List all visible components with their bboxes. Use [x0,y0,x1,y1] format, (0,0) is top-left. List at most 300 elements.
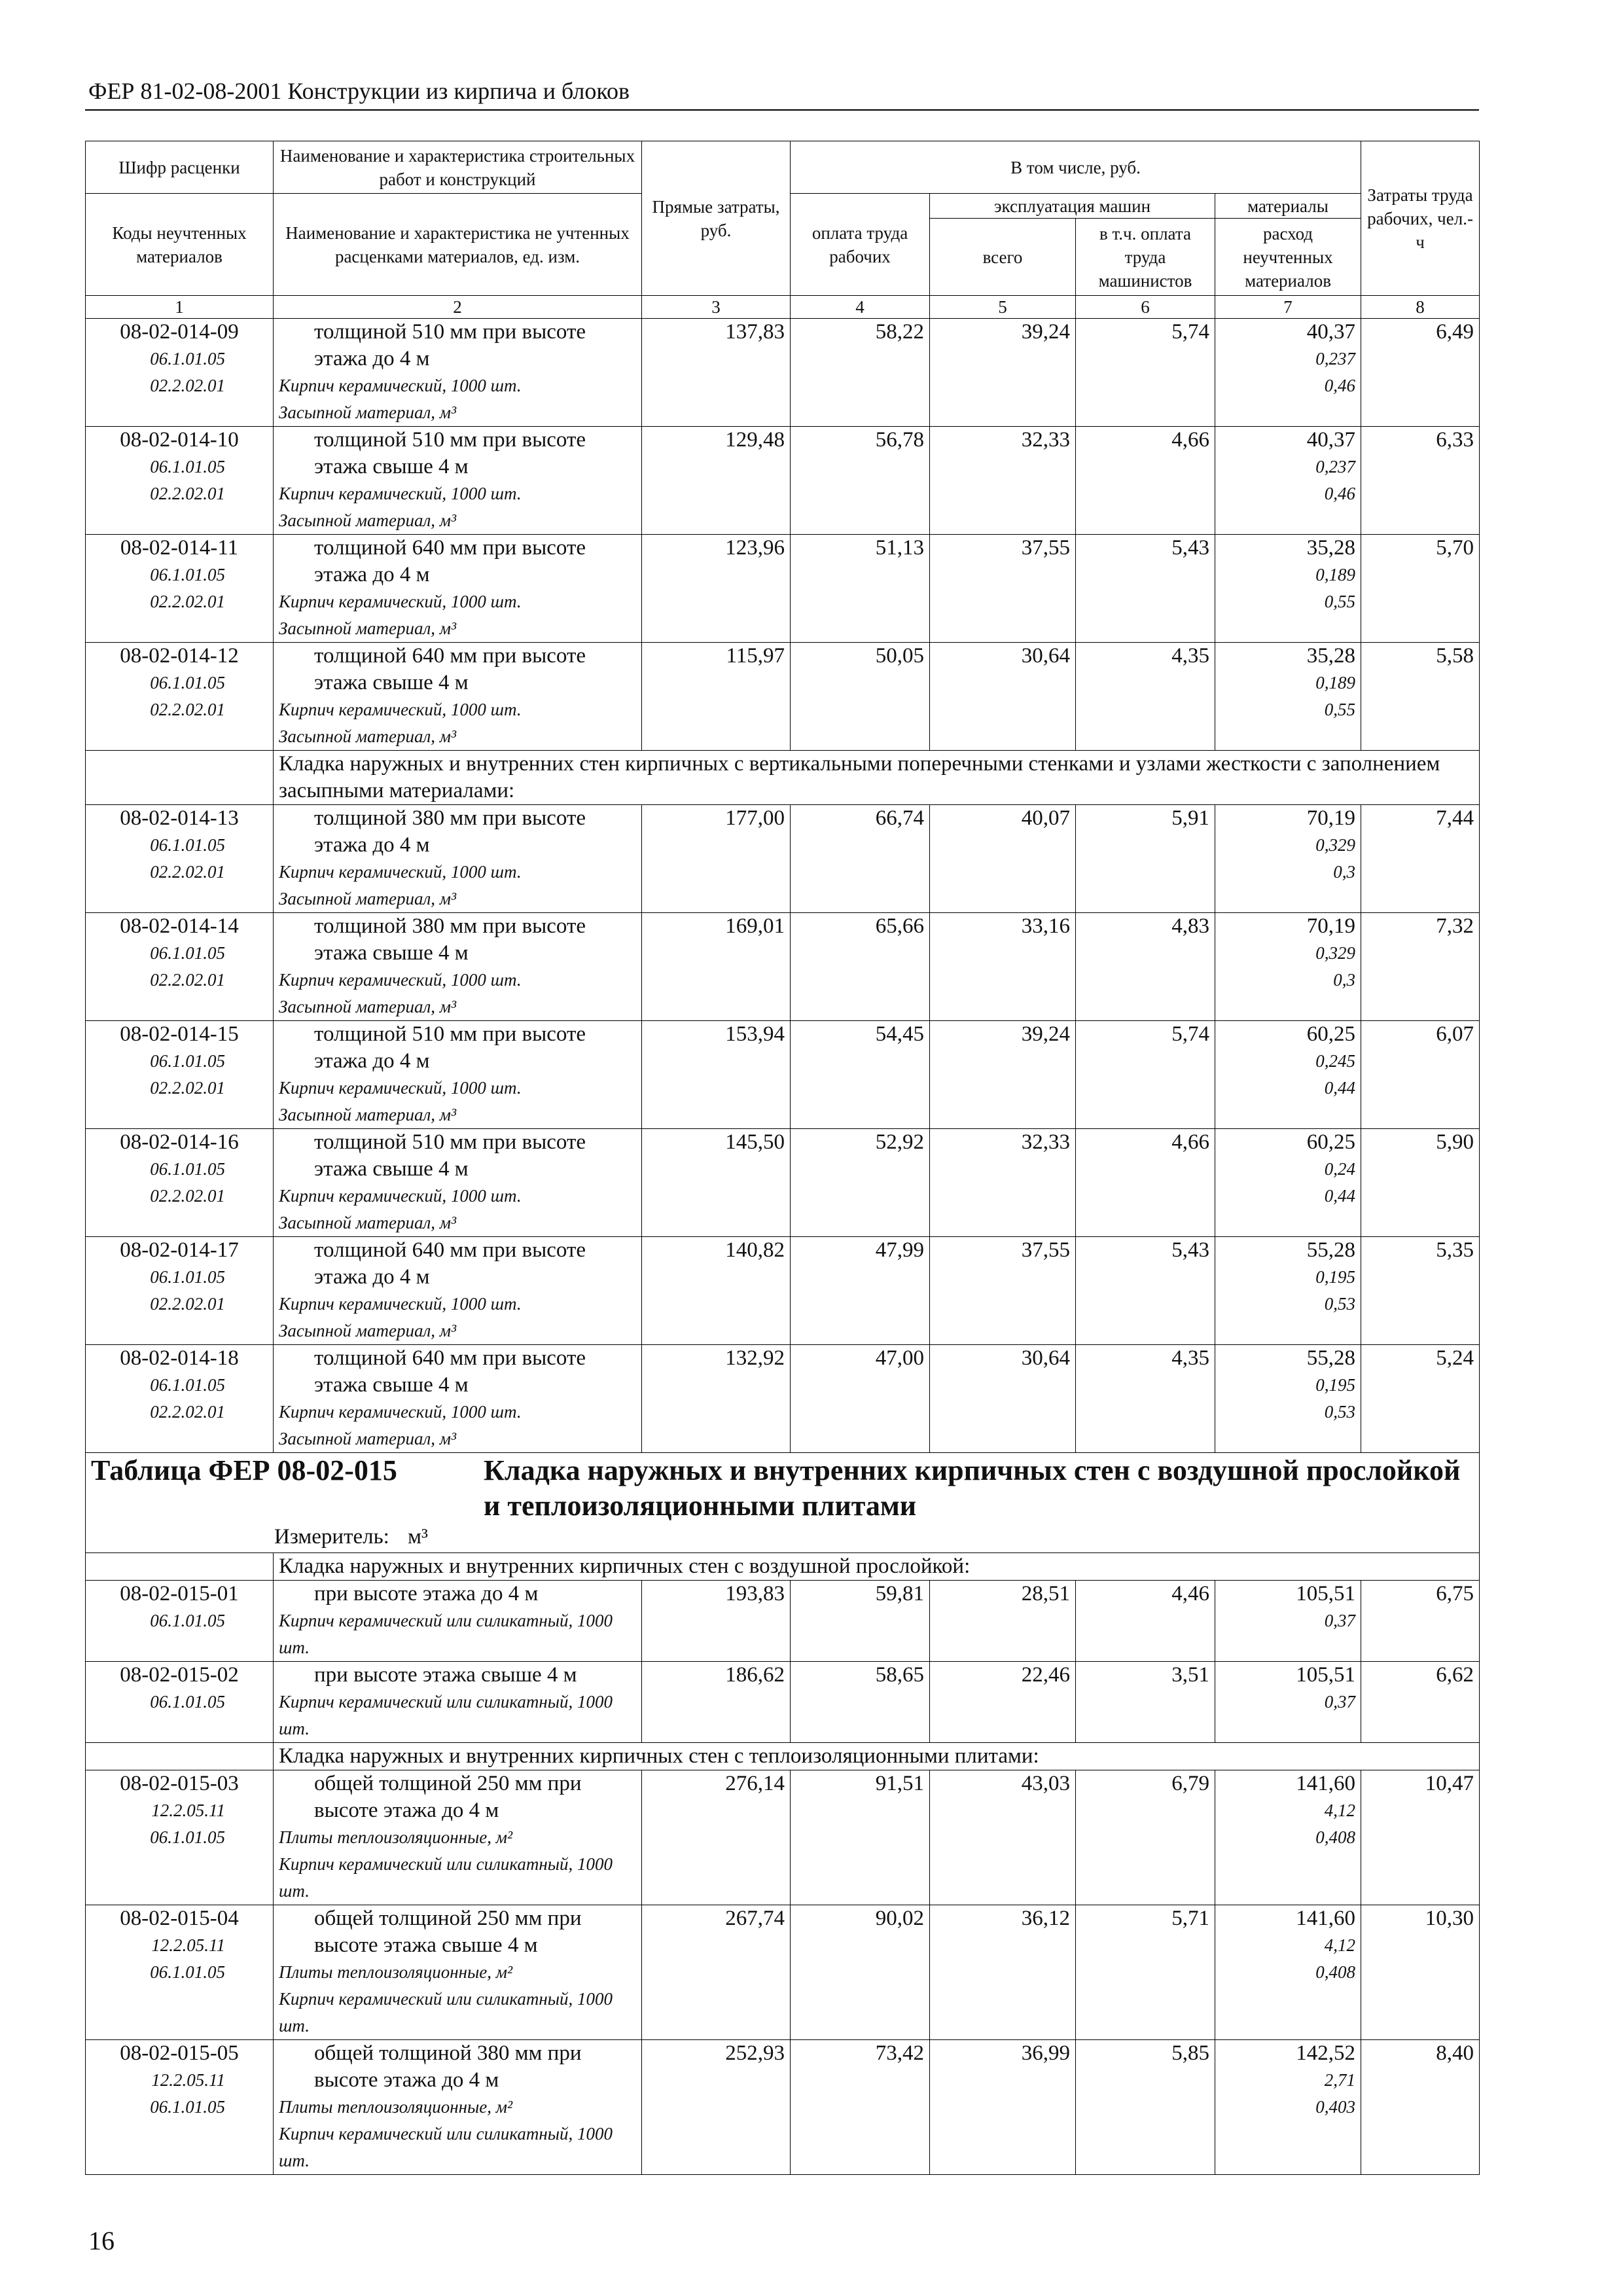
machinists-pay: 4,66 [1171,1130,1209,1154]
material-code: 06.1.01.05 [150,1051,225,1071]
labor-pay: 47,99 [875,1238,924,1262]
machinists-pay-cell [1076,805,1215,913]
material-code: 06.1.01.05 [150,673,225,692]
labor-cost-cell [1361,1905,1480,2040]
col-number: 3 [642,296,791,319]
labor-cost: 6,07 [1436,1022,1474,1046]
material-quantity: 0,237 [1315,457,1356,476]
materials-cell [1215,913,1361,1021]
machinists-pay: 4,35 [1171,644,1209,668]
materials-cost: 35,28 [1306,644,1356,668]
section-heading: Кладка наружных и внутренних стен кирпичных с вертикальными поперечными стенками и узлами жесткости с заполнением засыпными материалами: [274,751,1480,805]
rate-row [86,1129,1480,1237]
material-quantity: 0,408 [1315,1962,1356,1982]
rate-code-cell [86,427,274,535]
machinists-pay-cell [1076,1581,1215,1662]
col-number: 7 [1215,296,1361,319]
labor-pay-cell [791,427,930,535]
material-code: 12.2.05.11 [151,1801,225,1820]
direct-cost-cell [642,535,791,643]
material-quantity: 0,329 [1315,943,1356,963]
direct-cost-cell [642,643,791,751]
direct-cost: 276,14 [725,1772,785,1795]
rate-desc-cell [274,1021,642,1129]
rate-description: толщиной 510 мм при высоте этажа свыше 4 м [314,428,586,478]
material-quantity: 0,37 [1324,1611,1356,1630]
material-name: Плиты теплоизоляционные, м² [279,2097,513,2117]
material-name: Засыпной материал, м³ [279,726,457,746]
rate-desc-cell [274,427,642,535]
direct-cost-cell [642,1581,791,1662]
labor-pay: 47,00 [875,1346,924,1370]
material-name: Засыпной материал, м³ [279,1321,457,1340]
machines-total: 37,55 [1021,536,1070,560]
machines-total-cell [930,1662,1076,1743]
rate-row [86,1345,1480,1453]
col-number: 8 [1361,296,1480,319]
labor-pay: 56,78 [875,428,924,452]
materials-cell [1215,1662,1361,1743]
labor-pay: 59,81 [875,1582,924,1605]
rate-desc-cell [274,1770,642,1905]
materials-cell [1215,427,1361,535]
rate-code-cell [86,1021,274,1129]
material-code: 06.1.01.05 [150,835,225,855]
machines-total-cell [930,535,1076,643]
col-number: 6 [1076,296,1215,319]
materials-cell [1215,535,1361,643]
head-materials: материалы [1215,194,1361,219]
machines-total-cell [930,1237,1076,1345]
labor-pay-cell [791,1770,930,1905]
machinists-pay-cell [1076,427,1215,535]
material-quantity: 0,3 [1333,970,1356,990]
materials-cell [1215,1770,1361,1905]
col-number: 5 [930,296,1076,319]
materials-cost: 40,37 [1306,428,1356,452]
material-quantity: 4,12 [1324,1935,1356,1955]
rate-code: 08-02-014-12 [120,644,239,668]
table-body-015-b [86,1770,1480,2175]
material-quantity: 2,71 [1324,2070,1356,2090]
table-body-014-a [86,319,1480,751]
labor-pay-cell [791,1021,930,1129]
head-name: Наименование и характеристика строительных работ и конструкций [274,141,642,194]
material-quantity: 0,329 [1315,835,1356,855]
material-name: Засыпной материал, м³ [279,1213,457,1232]
rate-code-cell [86,1581,274,1662]
rate-code-cell [86,1662,274,1743]
material-code: 02.2.02.01 [150,1186,225,1206]
direct-cost: 129,48 [725,428,785,452]
machinists-pay: 5,43 [1171,1238,1209,1262]
rate-code: 08-02-015-04 [120,1907,239,1930]
materials-cell [1215,1129,1361,1237]
material-code: 06.1.01.05 [150,1375,225,1395]
machinists-pay-cell [1076,643,1215,751]
materials-cell [1215,1237,1361,1345]
rate-code-cell [86,643,274,751]
direct-cost: 140,82 [725,1238,785,1262]
material-quantity: 0,195 [1315,1267,1356,1287]
materials-cost: 60,25 [1306,1130,1356,1154]
head-labor: Затраты труда рабочих, чел.-ч [1361,141,1480,296]
table2-caption [86,1453,1480,1581]
rate-description: толщиной 640 мм при высоте этажа свыше 4 м [314,1346,586,1397]
labor-pay: 52,92 [875,1130,924,1154]
machinists-pay: 4,35 [1171,1346,1209,1370]
direct-cost: 177,00 [725,806,785,830]
material-code: 12.2.05.11 [151,1935,225,1955]
material-code: 02.2.02.01 [150,1078,225,1098]
material-quantity: 0,408 [1315,1827,1356,1847]
labor-cost-cell [1361,1662,1480,1743]
machinists-pay: 4,66 [1171,428,1209,452]
labor-cost-cell [1361,913,1480,1021]
labor-cost: 6,62 [1436,1663,1474,1687]
rate-desc-cell [274,1345,642,1453]
machines-total: 30,64 [1021,1346,1070,1370]
materials-cost: 105,51 [1296,1582,1356,1605]
rate-description: при высоте этажа свыше 4 м [314,1663,577,1687]
labor-cost: 6,49 [1436,320,1474,344]
direct-cost-cell [642,1770,791,1905]
labor-pay: 58,65 [875,1663,924,1687]
head-code: Шифр расценки [86,141,274,194]
materials-cell [1215,643,1361,751]
rate-description: толщиной 510 мм при высоте этажа до 4 м [314,320,586,370]
material-code: 02.2.02.01 [150,1402,225,1422]
rate-row [86,1770,1480,1905]
rate-row [86,1237,1480,1345]
machines-total: 28,51 [1021,1582,1070,1605]
table-body-014-b [86,805,1480,1453]
rate-code-cell [86,1129,274,1237]
labor-pay: 73,42 [875,2041,924,2065]
labor-cost-cell [1361,319,1480,427]
direct-cost-cell [642,1021,791,1129]
direct-cost-cell [642,1905,791,2040]
direct-cost-cell [642,2040,791,2175]
rate-desc-cell [274,913,642,1021]
rate-row [86,913,1480,1021]
labor-pay: 91,51 [875,1772,924,1795]
labor-cost-cell [1361,535,1480,643]
materials-cell [1215,805,1361,913]
machinists-pay-cell [1076,1905,1215,2040]
labor-cost-cell [1361,1770,1480,1905]
rate-desc-cell [274,805,642,913]
rate-description: общей толщиной 250 мм при высоте этажа до 4 м [314,1772,582,1822]
labor-cost: 5,35 [1436,1238,1474,1262]
material-name: Плиты теплоизоляционные, м² [279,1827,513,1847]
direct-cost-cell [642,427,791,535]
machinists-pay: 4,83 [1171,914,1209,938]
material-quantity: 0,189 [1315,673,1356,692]
materials-cell [1215,1345,1361,1453]
machinists-pay: 3,51 [1171,1663,1209,1687]
labor-cost-cell [1361,1129,1480,1237]
machines-total-cell [930,1129,1076,1237]
rate-code: 08-02-014-14 [120,914,239,938]
material-name: Кирпич керамический, 1000 шт. [279,862,522,882]
materials-cell [1215,319,1361,427]
rate-code-cell [86,805,274,913]
machines-total: 36,12 [1021,1907,1070,1930]
material-code: 06.1.01.05 [150,1692,225,1712]
machines-total: 40,07 [1021,806,1070,830]
rate-desc-cell [274,1237,642,1345]
material-name: Кирпич керамический или силикатный, 1000 шт. [279,2124,613,2170]
machinists-pay: 5,71 [1171,1907,1209,1930]
rate-desc-cell [274,1905,642,2040]
rates-table [85,141,1480,2175]
machinists-pay-cell [1076,1129,1215,1237]
material-name: Кирпич керамический или силикатный, 1000 шт. [279,1989,613,2036]
section-heading: Кладка наружных и внутренних кирпичных стен с теплоизоляционными плитами: [274,1743,1480,1770]
page-number: 16 [88,2226,115,2255]
direct-cost-cell [642,1129,791,1237]
rate-code-cell [86,1237,274,1345]
labor-cost-cell [1361,1581,1480,1662]
direct-cost: 132,92 [725,1346,785,1370]
direct-cost-cell [642,805,791,913]
col-number: 4 [791,296,930,319]
rate-row [86,805,1480,913]
rate-code-cell [86,2040,274,2175]
section-heading: Кладка наружных и внутренних кирпичных стен с воздушной прослойкой: [274,1553,1480,1581]
rate-code: 08-02-014-10 [120,428,239,452]
material-name: Кирпич керамический или силикатный, 1000 шт. [279,1611,613,1657]
direct-cost-cell [642,1345,791,1453]
labor-cost: 7,32 [1436,914,1474,938]
labor-cost-cell [1361,1345,1480,1453]
machines-total-cell [930,2040,1076,2175]
machinists-pay-cell [1076,1021,1215,1129]
direct-cost-cell [642,913,791,1021]
rate-row [86,643,1480,751]
labor-cost-cell [1361,643,1480,751]
material-code: 06.1.01.05 [150,1611,225,1630]
materials-cell [1215,2040,1361,2175]
rate-desc-cell [274,1129,642,1237]
rate-description: толщиной 510 мм при высоте этажа до 4 м [314,1022,586,1073]
material-name: Засыпной материал, м³ [279,1429,457,1448]
labor-cost: 10,47 [1425,1772,1474,1795]
materials-cost: 141,60 [1296,1772,1356,1795]
rate-desc-cell [274,319,642,427]
rate-code: 08-02-014-11 [120,536,239,560]
machines-total-cell [930,427,1076,535]
rate-desc-cell [274,643,642,751]
material-quantity: 0,44 [1324,1078,1356,1098]
material-name: Кирпич керамический, 1000 шт. [279,484,522,503]
material-code: 06.1.01.05 [150,1267,225,1287]
material-quantity: 0,237 [1315,349,1356,368]
head-code-materials: Коды неучтенных материалов [86,194,274,296]
materials-cost: 60,25 [1306,1022,1356,1046]
material-name: Засыпной материал, м³ [279,997,457,1016]
section-row [86,751,1480,805]
labor-cost-cell [1361,1021,1480,1129]
rate-code-cell [86,319,274,427]
direct-cost: 137,83 [725,320,785,344]
machines-total-cell [930,1581,1076,1662]
rate-code: 08-02-015-03 [120,1772,239,1795]
direct-cost: 123,96 [725,536,785,560]
machinists-pay: 4,46 [1171,1582,1209,1605]
material-name: Засыпной материал, м³ [279,403,457,422]
labor-cost: 5,70 [1436,536,1474,560]
machinists-pay-cell [1076,1770,1215,1905]
material-code: 02.2.02.01 [150,592,225,611]
table-label: Таблица ФЕР 08-02-015 [91,1454,397,1486]
machines-total: 30,64 [1021,644,1070,668]
col-number: 2 [274,296,642,319]
meter-label: Измеритель: [274,1525,389,1549]
direct-cost: 267,74 [725,1907,785,1930]
materials-cost: 141,60 [1296,1907,1356,1930]
machines-total-cell [930,805,1076,913]
head-labor-pay: оплата труда рабочих [791,194,930,296]
labor-pay-cell [791,1237,930,1345]
material-quantity: 0,245 [1315,1051,1356,1071]
labor-pay-cell [791,1905,930,2040]
direct-cost: 145,50 [725,1130,785,1154]
machines-total-cell [930,1021,1076,1129]
labor-pay-cell [791,913,930,1021]
material-name: Засыпной материал, м³ [279,889,457,908]
material-quantity: 0,189 [1315,565,1356,584]
material-code: 02.2.02.01 [150,700,225,719]
labor-cost: 5,24 [1436,1346,1474,1370]
meter-line [91,1524,1474,1550]
material-quantity: 0,46 [1324,376,1356,395]
material-code: 06.1.01.05 [150,1159,225,1179]
rate-code: 08-02-014-17 [120,1238,239,1262]
machinists-pay-cell [1076,1662,1215,1743]
machines-total: 22,46 [1021,1663,1070,1687]
materials-cell [1215,1021,1361,1129]
labor-pay-cell [791,643,930,751]
direct-cost: 186,62 [725,1663,785,1687]
machines-total: 39,24 [1021,1022,1070,1046]
rate-row [86,1581,1480,1662]
labor-cost: 6,33 [1436,428,1474,452]
rate-code-cell [86,1905,274,2040]
materials-cost: 55,28 [1306,1346,1356,1370]
rate-row [86,1662,1480,1743]
material-name: Кирпич керамический или силикатный, 1000 шт. [279,1854,613,1901]
materials-cell [1215,1905,1361,2040]
rate-row [86,319,1480,427]
rate-row [86,535,1480,643]
rate-code: 08-02-015-01 [120,1582,239,1605]
material-code: 02.2.02.01 [150,1294,225,1314]
machinists-pay-cell [1076,2040,1215,2175]
labor-cost-cell [1361,805,1480,913]
machinists-pay-cell [1076,1345,1215,1453]
rate-code-cell [86,913,274,1021]
machines-total-cell [930,1770,1076,1905]
rate-description: толщиной 380 мм при высоте этажа до 4 м [314,806,586,857]
rate-code: 08-02-014-09 [120,320,239,344]
material-name: Засыпной материал, м³ [279,1105,457,1124]
labor-pay-cell [791,535,930,643]
labor-pay-cell [791,319,930,427]
material-quantity: 0,195 [1315,1375,1356,1395]
rate-desc-cell [274,2040,642,2175]
head-incl: В том числе, руб. [791,141,1361,194]
machines-total: 37,55 [1021,1238,1070,1262]
materials-cost: 142,52 [1296,2041,1356,2065]
machines-total: 33,16 [1021,914,1070,938]
rate-description: толщиной 380 мм при высоте этажа свыше 4 м [314,914,586,965]
labor-pay: 65,66 [875,914,924,938]
rate-description: толщиной 640 мм при высоте этажа до 4 м [314,1238,586,1289]
machines-total: 32,33 [1021,1130,1070,1154]
machinists-pay-cell [1076,535,1215,643]
labor-pay-cell [791,1662,930,1743]
direct-cost: 169,01 [725,914,785,938]
machines-total-cell [930,1905,1076,2040]
direct-cost-cell [642,319,791,427]
machinists-pay: 5,43 [1171,536,1209,560]
col-number: 1 [86,296,274,319]
materials-cost: 105,51 [1296,1663,1356,1687]
machines-total-cell [930,319,1076,427]
material-code: 06.1.01.05 [150,349,225,368]
material-name: Кирпич керамический, 1000 шт. [279,592,522,611]
material-quantity: 0,55 [1324,700,1356,719]
machinists-pay: 5,91 [1171,806,1209,830]
rate-desc-cell [274,535,642,643]
labor-cost: 5,58 [1436,644,1474,668]
material-code: 06.1.01.05 [150,457,225,476]
rate-code-cell [86,1345,274,1453]
table-head [86,141,1480,319]
head-name-materials: Наименование и характеристика не учтенных расценками материалов, ед. изм. [274,194,642,296]
rate-code: 08-02-015-05 [120,2041,239,2065]
rate-code: 08-02-015-02 [120,1663,239,1687]
labor-pay-cell [791,1581,930,1662]
material-quantity: 0,24 [1324,1159,1356,1179]
machines-total-cell [930,1345,1076,1453]
head-direct: Прямые затраты, руб. [642,141,791,296]
machinists-pay-cell [1076,913,1215,1021]
labor-pay: 54,45 [875,1022,924,1046]
rate-row [86,1905,1480,2040]
section-row [86,1743,1480,1770]
labor-cost: 6,75 [1436,1582,1474,1605]
rate-description: при высоте этажа до 4 м [314,1582,539,1605]
machinists-pay-cell [1076,319,1215,427]
material-code: 06.1.01.05 [150,1827,225,1847]
machines-total: 43,03 [1021,1772,1070,1795]
direct-cost: 115,97 [726,644,785,668]
material-name: Кирпич керамический, 1000 шт. [279,1402,522,1422]
table-title: Кладка наружных и внутренних кирпичных стен с воздушной прослойкой и теплоизоляционными плитами [484,1454,1461,1522]
rate-description: общей толщиной 250 мм при высоте этажа свыше 4 м [314,1907,582,1957]
material-quantity: 0,44 [1324,1186,1356,1206]
labor-cost: 5,90 [1436,1130,1474,1154]
meter-unit: м³ [408,1525,428,1549]
material-name: Кирпич керамический, 1000 шт. [279,970,522,990]
labor-cost: 7,44 [1436,806,1474,830]
material-quantity: 0,403 [1315,2097,1356,2117]
machines-total-cell [930,913,1076,1021]
material-code: 06.1.01.05 [150,565,225,584]
